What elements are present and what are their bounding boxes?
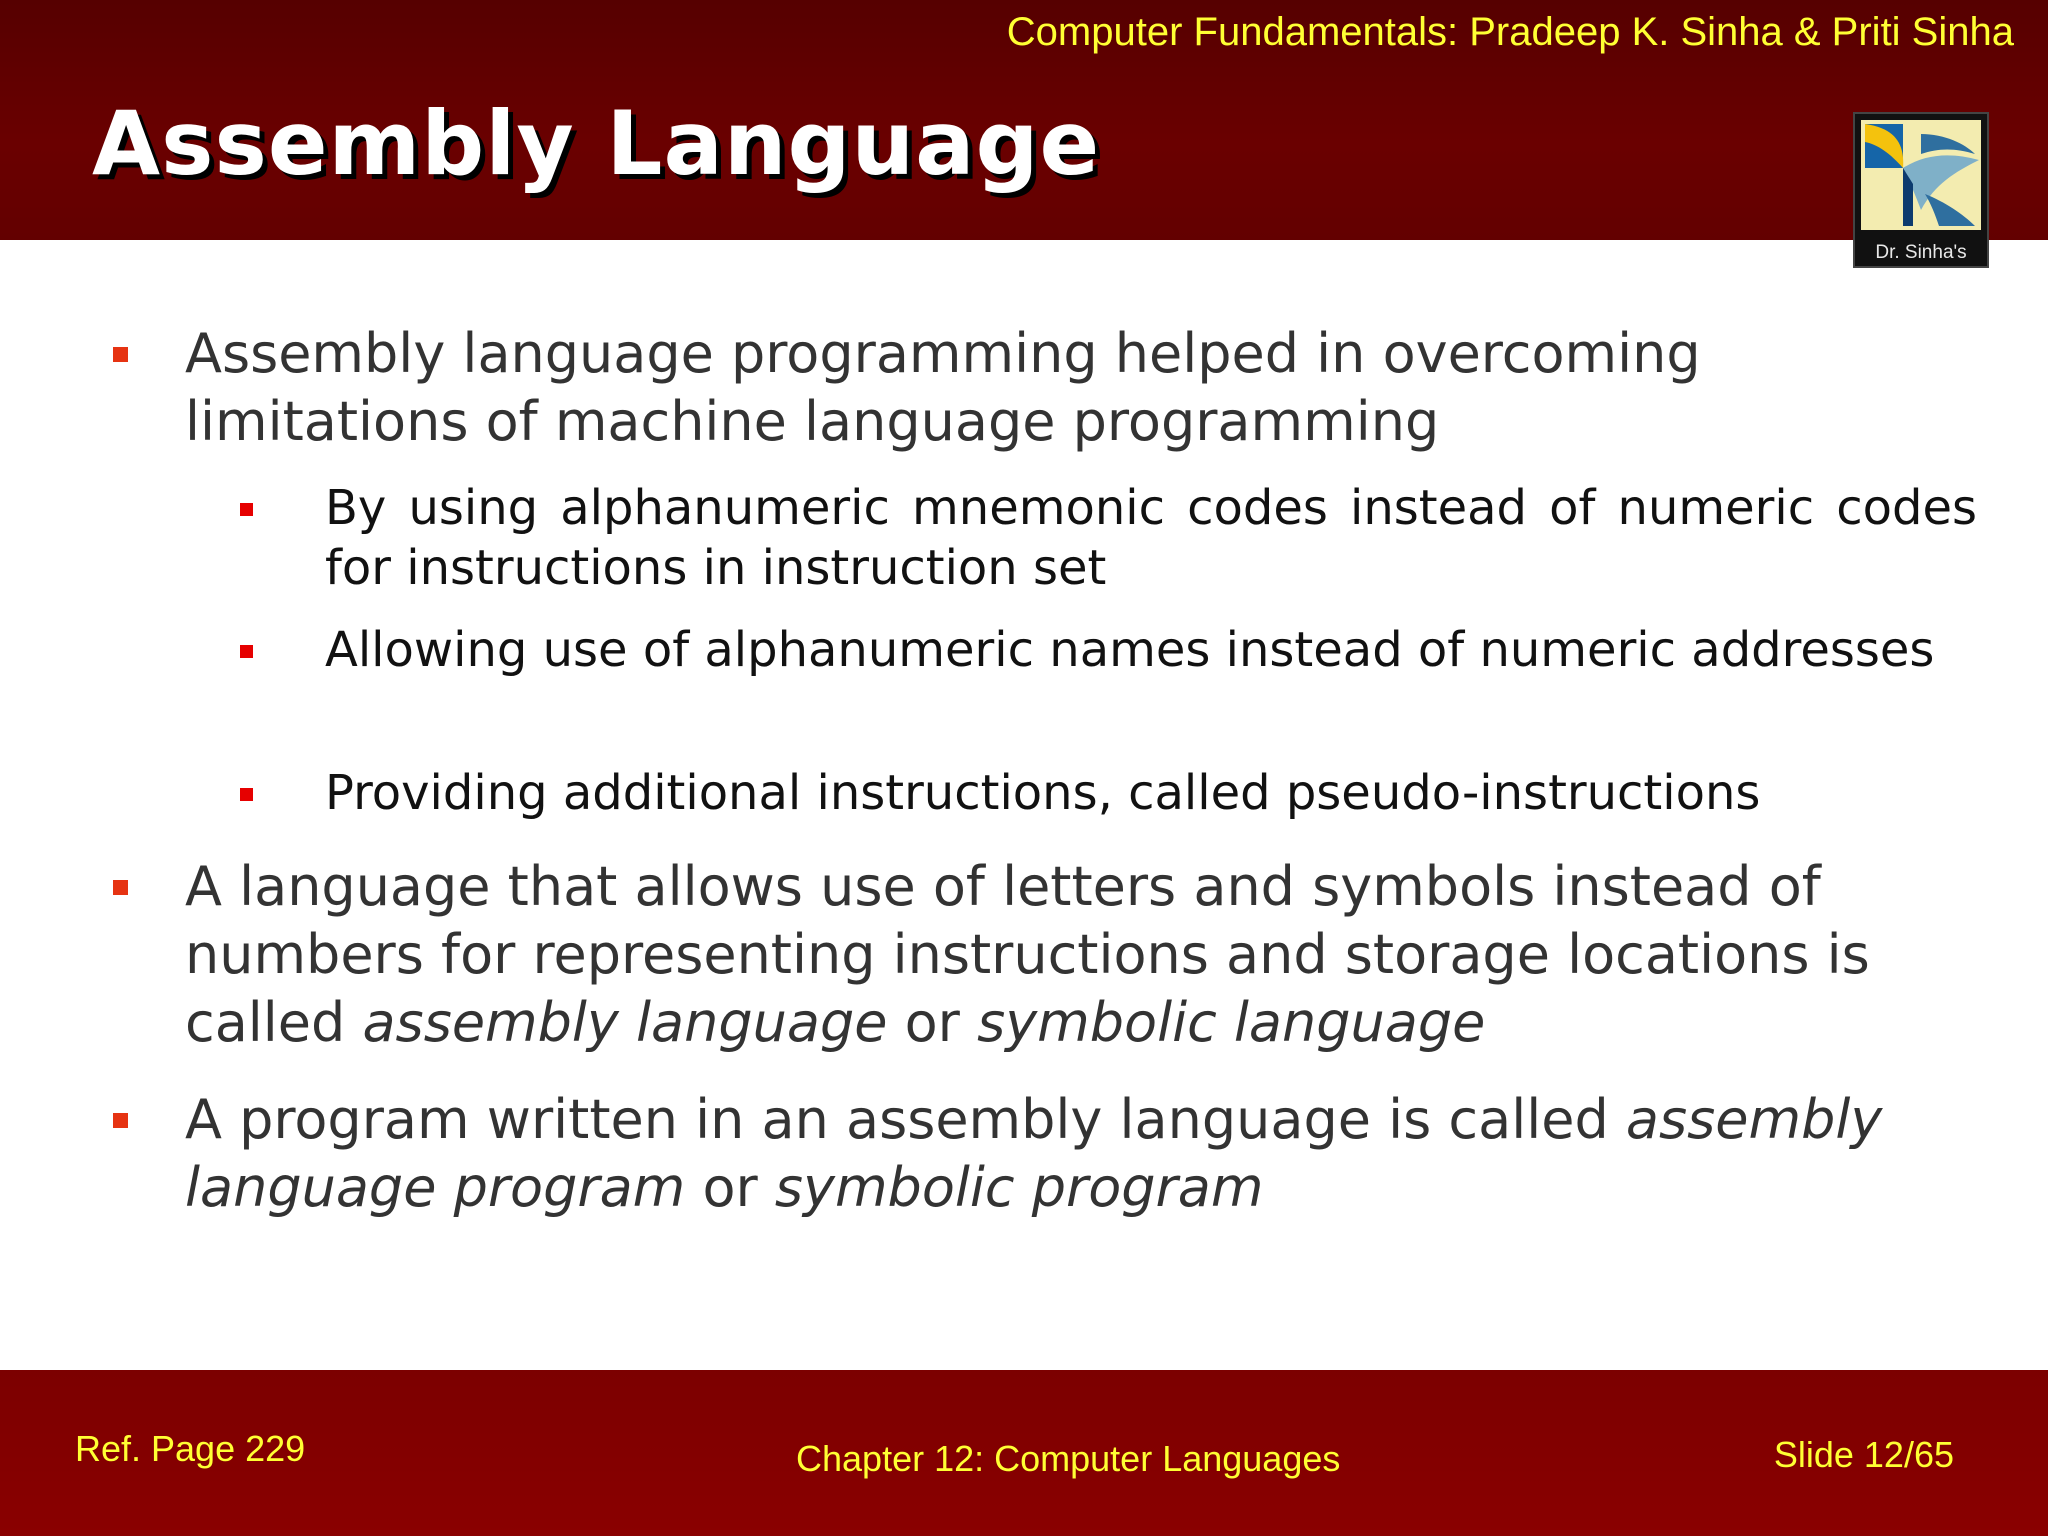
footer-bar [0,1370,2048,1536]
ref-page: Ref. Page 229 [75,1428,306,1469]
logo-label: Dr. Sinha's [1875,242,1967,263]
bullet-1-text: Assembly language programming helped in overcoming limitations of machine language programming [185,322,1701,453]
bullet-2-text [185,853,1985,1057]
sub-bullet-1-text: By using alphanumeric mnemonic codes instead of numeric codes for instructions in instruction set [325,480,1977,596]
term-assembly-language: assembly language [362,991,888,1054]
bullet-square-icon [113,880,128,895]
slide-title: Assembly Language [92,92,1101,195]
sub-bullet-square-icon [240,788,253,801]
header-bar [0,0,2048,240]
logo-emblem-icon [1855,114,1987,236]
sub-bullet-3-text: Providing additional instructions, called pseudo-instructions [325,765,1761,821]
slide-number: Slide 12/65 [1773,1434,1954,1475]
bullet-square-icon [113,347,128,362]
bullet-3-main: A program written in an assembly language is called [185,1088,1609,1151]
term-symbolic-language: symbolic language [977,991,1486,1054]
term-symbolic-program: symbolic program [774,1156,1264,1219]
bullet-3-text [185,1086,1985,1222]
book-credit: Computer Fundamentals: Pradeep K. Sinha & Priti Sinha [1006,10,2014,54]
chapter-label: Chapter 12: Computer Languages [796,1438,1341,1479]
bullet-3-joiner: or [702,1156,758,1219]
bullet-2-main: A language that allows use of letters and symbols instead of numbers for representing instructions and storage locations is called [185,855,1870,1054]
bullet-square-icon [113,1113,128,1128]
sub-bullet-square-icon [240,503,253,516]
sub-bullet-2-text: Allowing use of alphanumeric names instead of numeric addresses [325,622,1935,678]
dr-sinha-logo [1853,112,1989,268]
bullet-2-joiner: or [904,991,960,1054]
sub-bullet-square-icon [240,645,253,658]
term-assembly-language-program: assembly language program [185,1088,1883,1219]
